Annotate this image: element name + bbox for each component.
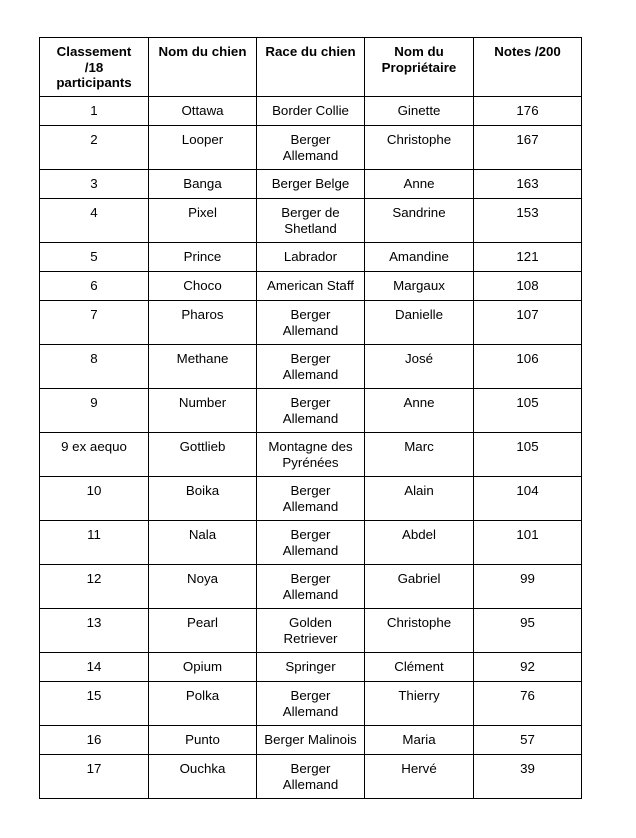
breed-text-line: Golden: [289, 615, 332, 630]
table-row: [40, 243, 582, 272]
breed-cell: [257, 477, 365, 521]
score-cell: 92: [474, 653, 582, 682]
owner-cell: José: [365, 345, 474, 389]
dog-name-cell: Boika: [149, 477, 257, 521]
dog-name-cell: Number: [149, 389, 257, 433]
breed-text-line: Allemand: [282, 322, 339, 338]
score-cell: 108: [474, 272, 582, 301]
rank-cell: 6: [40, 272, 149, 301]
rank-cell: 17: [40, 755, 149, 799]
breed-text-line: Berger: [290, 761, 331, 776]
table-body: [40, 97, 582, 799]
breed-cell: [257, 126, 365, 170]
score-cell: 101: [474, 521, 582, 565]
breed-text-line: Labrador: [283, 249, 338, 264]
breed-cell: [257, 345, 365, 389]
owner-cell: Marc: [365, 433, 474, 477]
dog-name-cell: Ottawa: [149, 97, 257, 126]
breed-text-line: Berger: [290, 307, 331, 322]
dog-name-cell: Gottlieb: [149, 433, 257, 477]
dog-name-cell: Pearl: [149, 609, 257, 653]
breed-cell: [257, 682, 365, 726]
rank-cell: 8: [40, 345, 149, 389]
dog-name-cell: Polka: [149, 682, 257, 726]
owner-cell: Sandrine: [365, 199, 474, 243]
dog-name-cell: Looper: [149, 126, 257, 170]
dog-name-cell: Prince: [149, 243, 257, 272]
breed-text-line: Retriever: [283, 630, 338, 646]
score-cell: 121: [474, 243, 582, 272]
breed-cell: [257, 301, 365, 345]
header-text-line: Nom du: [394, 44, 444, 59]
breed-text-line: Berger Malinois: [264, 732, 357, 747]
owner-cell: Margaux: [365, 272, 474, 301]
header-text-line: /18: [84, 59, 104, 75]
breed-text-line: Berger: [290, 527, 331, 542]
breed-cell: [257, 243, 365, 272]
score-cell: 104: [474, 477, 582, 521]
owner-cell: Ginette: [365, 97, 474, 126]
breed-cell: [257, 97, 365, 126]
rank-cell: 1: [40, 97, 149, 126]
breed-text-line: Springer: [285, 659, 336, 674]
table-row: [40, 170, 582, 199]
owner-cell: Thierry: [365, 682, 474, 726]
table-row: [40, 609, 582, 653]
table-row: [40, 433, 582, 477]
table-row: [40, 477, 582, 521]
score-cell: 105: [474, 389, 582, 433]
breed-text-line: Allemand: [282, 703, 339, 719]
header-dog-name: [149, 38, 257, 97]
table-row: [40, 682, 582, 726]
owner-cell: Anne: [365, 389, 474, 433]
breed-cell: [257, 521, 365, 565]
rank-cell: 11: [40, 521, 149, 565]
owner-cell: Anne: [365, 170, 474, 199]
rank-cell: 9 ex aequo: [40, 433, 149, 477]
owner-cell: Hervé: [365, 755, 474, 799]
breed-text-line: Allemand: [282, 498, 339, 514]
breed-text-line: Berger: [290, 571, 331, 586]
dog-name-cell: Choco: [149, 272, 257, 301]
table-header: [40, 38, 582, 97]
rank-cell: 2: [40, 126, 149, 170]
rank-cell: 13: [40, 609, 149, 653]
breed-cell: [257, 272, 365, 301]
header-breed: [257, 38, 365, 97]
score-cell: 153: [474, 199, 582, 243]
owner-cell: Clément: [365, 653, 474, 682]
breed-cell: [257, 726, 365, 755]
breed-cell: [257, 199, 365, 243]
rank-cell: 5: [40, 243, 149, 272]
table-row: [40, 755, 582, 799]
breed-cell: [257, 433, 365, 477]
rank-cell: 16: [40, 726, 149, 755]
score-cell: 76: [474, 682, 582, 726]
rank-cell: 7: [40, 301, 149, 345]
breed-text-line: Berger Belge: [271, 176, 350, 191]
dog-name-cell: Opium: [149, 653, 257, 682]
breed-cell: [257, 609, 365, 653]
header-text-line: Propriétaire: [381, 59, 457, 75]
owner-cell: Danielle: [365, 301, 474, 345]
header-text-line: Nom du chien: [158, 44, 247, 59]
table-row: [40, 126, 582, 170]
table-row: [40, 565, 582, 609]
breed-text-line: Allemand: [282, 776, 339, 792]
score-cell: 176: [474, 97, 582, 126]
owner-cell: Amandine: [365, 243, 474, 272]
score-cell: 95: [474, 609, 582, 653]
owner-cell: Alain: [365, 477, 474, 521]
header-text-line: Classement: [56, 44, 132, 59]
table-row: [40, 345, 582, 389]
score-cell: 163: [474, 170, 582, 199]
header-text-line: participants: [56, 75, 132, 90]
breed-text-line: Montagne des: [268, 439, 353, 454]
dog-name-cell: Banga: [149, 170, 257, 199]
breed-cell: [257, 755, 365, 799]
breed-text-line: Allemand: [282, 147, 339, 163]
header-rank: [40, 38, 149, 97]
breed-text-line: Pyrénées: [282, 454, 339, 470]
score-cell: 99: [474, 565, 582, 609]
table-row: [40, 726, 582, 755]
rank-cell: 10: [40, 477, 149, 521]
dog-name-cell: Ouchka: [149, 755, 257, 799]
table-row: [40, 521, 582, 565]
rank-cell: 12: [40, 565, 149, 609]
score-cell: 106: [474, 345, 582, 389]
owner-cell: Maria: [365, 726, 474, 755]
score-cell: 107: [474, 301, 582, 345]
table-row: [40, 97, 582, 126]
score-cell: 105: [474, 433, 582, 477]
dog-name-cell: Methane: [149, 345, 257, 389]
header-owner: [365, 38, 474, 97]
score-cell: 167: [474, 126, 582, 170]
breed-text-line: Shetland: [284, 220, 337, 236]
results-table: [39, 37, 582, 799]
breed-text-line: Berger: [290, 395, 331, 410]
breed-text-line: Allemand: [282, 542, 339, 558]
score-cell: 39: [474, 755, 582, 799]
dog-name-cell: Pixel: [149, 199, 257, 243]
breed-cell: [257, 389, 365, 433]
breed-text-line: Berger: [290, 351, 331, 366]
rank-cell: 9: [40, 389, 149, 433]
breed-cell: [257, 170, 365, 199]
breed-cell: [257, 565, 365, 609]
breed-cell: [257, 653, 365, 682]
breed-text-line: Allemand: [282, 410, 339, 426]
header-row: [40, 38, 582, 97]
breed-text-line: Berger: [290, 132, 331, 147]
dog-name-cell: Pharos: [149, 301, 257, 345]
rank-cell: 15: [40, 682, 149, 726]
owner-cell: Christophe: [365, 126, 474, 170]
breed-text-line: Berger de: [281, 205, 340, 220]
breed-text-line: Berger: [290, 688, 331, 703]
owner-cell: Christophe: [365, 609, 474, 653]
breed-text-line: Border Collie: [272, 103, 349, 118]
header-text-line: Race du chien: [265, 44, 356, 59]
breed-text-line: American Staff: [267, 278, 354, 293]
header-text-line: Notes /200: [494, 44, 561, 59]
table-row: [40, 389, 582, 433]
breed-text-line: Allemand: [282, 366, 339, 382]
dog-name-cell: Punto: [149, 726, 257, 755]
table-row: [40, 199, 582, 243]
rank-cell: 4: [40, 199, 149, 243]
table-row: [40, 653, 582, 682]
dog-name-cell: Nala: [149, 521, 257, 565]
score-cell: 57: [474, 726, 582, 755]
rank-cell: 3: [40, 170, 149, 199]
dog-name-cell: Noya: [149, 565, 257, 609]
rank-cell: 14: [40, 653, 149, 682]
breed-text-line: Allemand: [282, 586, 339, 602]
header-score: [474, 38, 582, 97]
table-row: [40, 301, 582, 345]
owner-cell: Gabriel: [365, 565, 474, 609]
table-row: [40, 272, 582, 301]
breed-text-line: Berger: [290, 483, 331, 498]
owner-cell: Abdel: [365, 521, 474, 565]
